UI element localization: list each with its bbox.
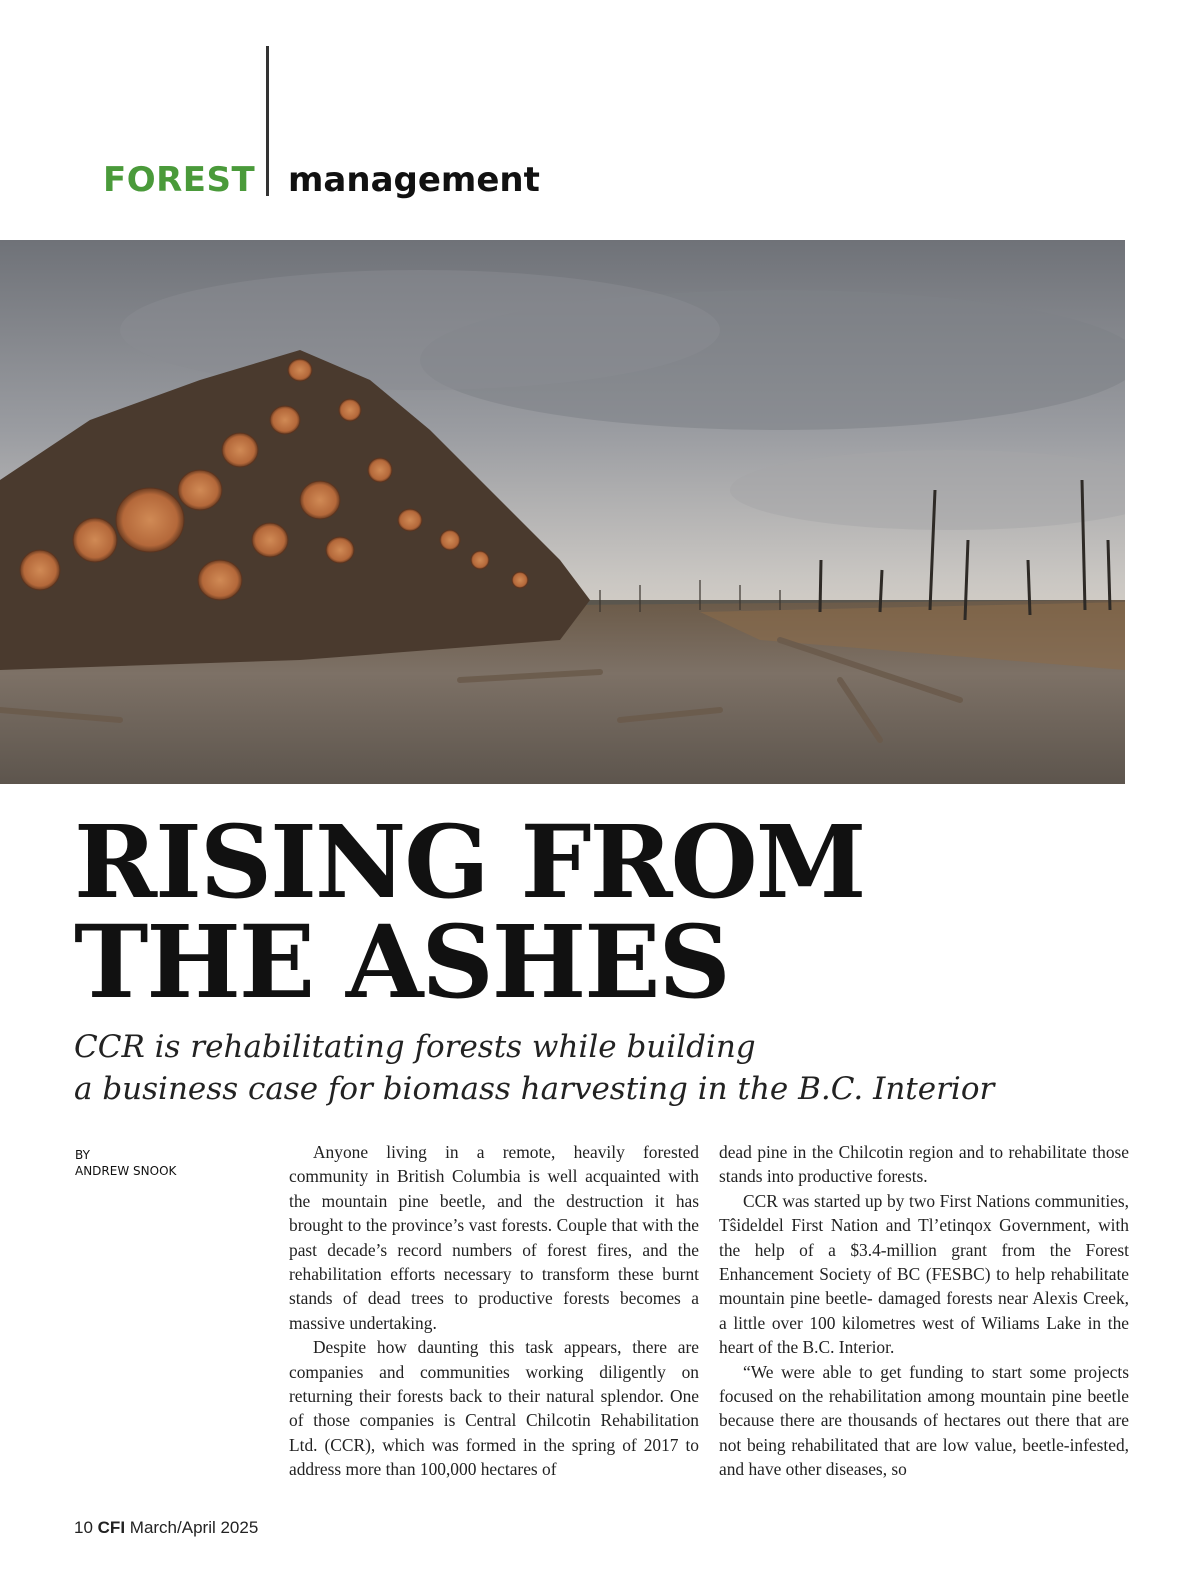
headline-line-1: RISING FROM [74, 803, 865, 921]
byline [75, 1147, 176, 1179]
header-divider [266, 46, 269, 196]
article-headline [74, 803, 1124, 1021]
paragraph: “We were able to get funding to start some projects focused on the rehabilitation among mountain pine beetle because there are thousands of hectares out there that are not being rehabilitated that are low value, beetle-infested, and have other diseases, so [719, 1361, 1129, 1480]
issue-date: March/April 2025 [129, 1518, 259, 1537]
byline-author: ANDREW SNOOK [75, 1164, 177, 1178]
page-number: 10 [74, 1518, 93, 1537]
hero-photo [0, 240, 1125, 784]
section-label-secondary: management [288, 160, 540, 200]
photo-log-pile-burnt-forest-icon [0, 240, 1125, 784]
body-column-2 [719, 1140, 1129, 1482]
article-deck [74, 1026, 1124, 1110]
headline-line-2: THE ASHES [74, 903, 729, 1021]
page-footer [74, 1518, 258, 1538]
paragraph: CCR was started up by two First Nations communities, Tŝideldel First Nation and Tl’etinqox Government, with the help of a $3.4-million grant from the Forest Enhancement Society of BC (FESBC) to help rehabilitate mountain pine beetle- damaged forests near Alexis Creek, a little over 100 kilometres west of Wiliams Lake in the heart of the B.C. Interior. [719, 1190, 1129, 1358]
deck-line-1: CCR is rehabilitating forests while building [74, 1029, 756, 1065]
deck-line-2: a business case for biomass harvesting in the B.C. Interior [74, 1071, 995, 1107]
byline-by: BY [75, 1148, 90, 1162]
paragraph: Anyone living in a remote, heavily forested community in British Columbia is well acquainted with the mountain pine beetle, and the destruction it has brought to the province’s vast forests. Couple that with the past decade’s record numbers of forest fires, and the rehabilitation efforts necessary to transform these burnt stands of dead trees to productive forests becomes a massive undertaking. [289, 1142, 699, 1333]
paragraph: Despite how daunting this task appears, there are companies and communities working diligently on returning their forests back to their natural splendor. One of those companies is Central Chilcotin Rehabilitation Ltd. (CCR), which was formed in the spring of 2017 to address more than 100,000 hectares of [289, 1337, 699, 1480]
paragraph-continued: dead pine in the Chilcotin region and to rehabilitate those stands into productive forests. [719, 1142, 1129, 1187]
body-column-1 [289, 1140, 699, 1482]
magazine-name: CFI [97, 1518, 126, 1537]
section-label-primary: FOREST [103, 160, 256, 200]
